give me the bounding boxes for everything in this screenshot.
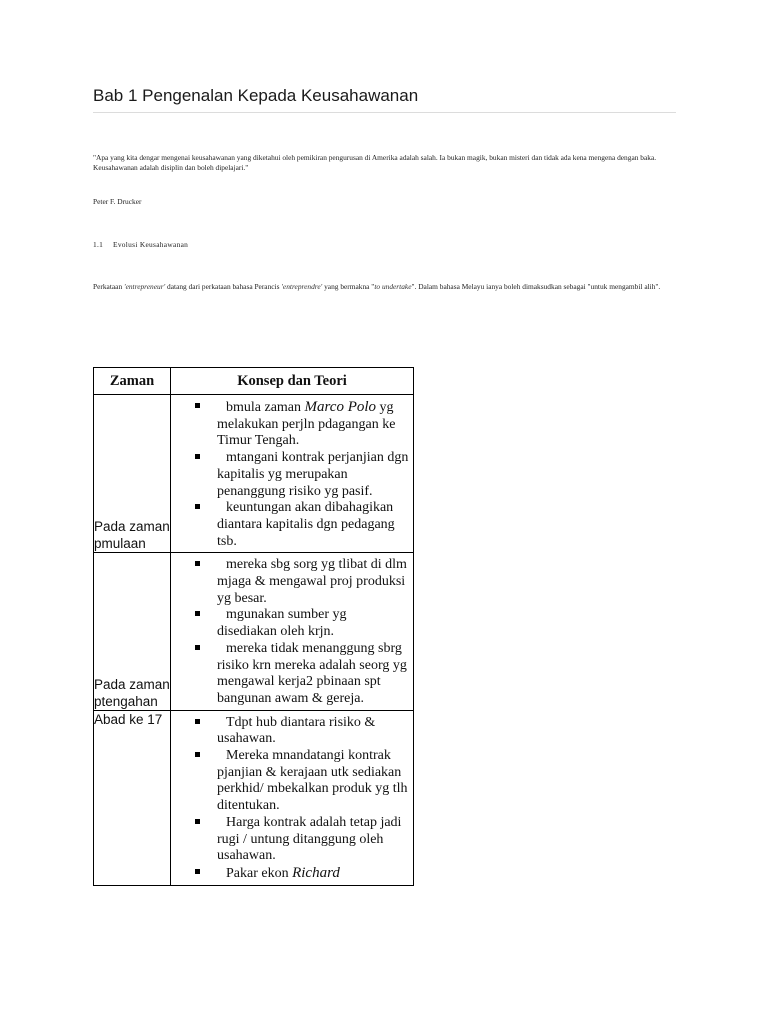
table-row [94,395,414,553]
list-item: keuntungan akan dibahagikan diantara kapitalis dgn pedagang tsb. [171,500,409,550]
bullet-icon [195,869,200,874]
bullet-icon [195,561,200,566]
table-row [94,553,414,710]
era-cell: Abad ke 17 [94,710,171,885]
bullet-icon [195,504,200,509]
bullet-icon [195,611,200,616]
list-item: mereka tidak menanggung sbrg risiko krn mereka adalah seorg yg mengawal kerja2 pbinaan spt bangunan awam & gereja. [171,641,409,708]
header-concept: Konsep dan Teori [171,368,414,395]
bullet-icon [195,645,200,650]
bullet-icon [195,819,200,824]
concept-cell [171,395,414,553]
opening-quote: "Apa yang kita dengar mengenai keusahawanan yang diketahui oleh pemikiran pengurusan di Amerika adalah salah. Ia bukan magik, bukan misteri dan tidak ada kena mengena dengan baka. Keusahawanan adalah disiplin dan boleh dipelajari." [93,153,657,172]
section-heading [93,240,188,249]
bullet-icon [195,719,200,724]
list-item: Pakar ekon Richard [171,865,409,883]
concept-list [171,553,413,709]
para-term: to undertake [374,282,412,291]
para-text: ". Dalam bahasa Melayu ianya boleh dimaksudkan sebagai "untuk mengambil alih". [411,282,661,291]
title-divider [93,112,676,113]
table-header-row [94,368,414,395]
era-cell: Pada zaman pmulaan [94,395,171,553]
bullet-icon [195,752,200,757]
list-item: bmula zaman Marco Polo yg melakukan perjln pdagangan ke Timur Tengah. [171,399,409,450]
concept-cell [171,710,414,885]
list-item: Mereka mnandatangi kontrak pjanjian & kerajaan utk sediakan perkhid/ mbekalkan produk yg tlh ditentukan. [171,748,409,815]
concept-list [171,395,413,552]
section-title: Evolusi Keusahawanan [113,240,189,249]
header-era: Zaman [94,368,171,395]
concept-list [171,711,413,885]
era-cell: Pada zaman ptengahan [94,553,171,710]
evolution-table [93,367,414,886]
bullet-icon [195,454,200,459]
para-term: 'entrepreneur' [123,282,166,291]
para-term: 'entreprendre' [281,282,323,291]
table-row [94,710,414,885]
list-item: mgunakan sumber yg disediakan oleh krjn. [171,607,409,640]
concept-cell [171,553,414,710]
para-text: datang dari perkataan bahasa Perancis [165,282,282,291]
page-title: Bab 1 Pengenalan Kepada Keusahawanan [93,86,419,105]
para-text: Perkataan [93,282,124,291]
bullet-icon [195,403,200,408]
list-item: mtangani kontrak perjanjian dgn kapitalis yg merupakan penanggung risiko yg pasif. [171,450,409,500]
intro-paragraph [93,282,673,292]
list-item: mereka sbg sorg yg tlibat di dlm mjaga & mengawal proj produksi yg besar. [171,557,409,607]
list-item: Harga kontrak adalah tetap jadi rugi / untung ditanggung oleh usahawan. [171,815,409,865]
quote-author: Peter F. Drucker [93,197,142,206]
section-number: 1.1 [93,240,104,249]
para-text: yang bermakna " [322,282,375,291]
list-item: Tdpt hub diantara risiko & usahawan. [171,715,409,748]
